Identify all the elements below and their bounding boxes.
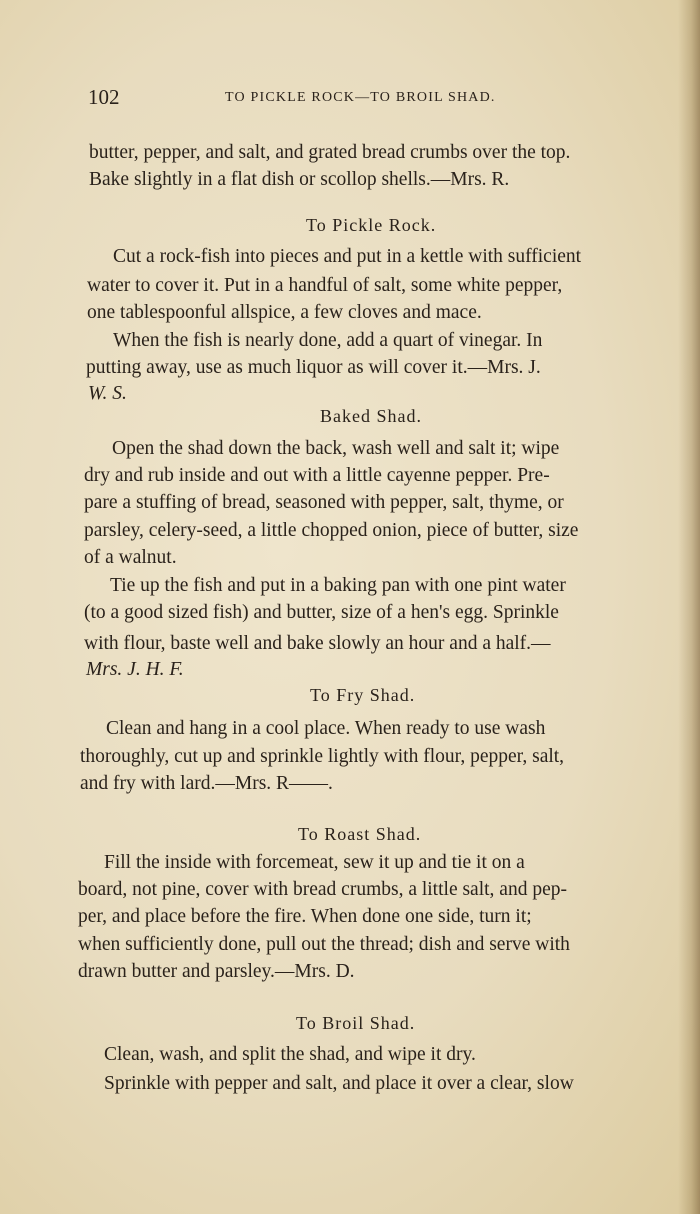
text-line: Bake slightly in a flat dish or scollop shells.—Mrs. R. — [89, 169, 510, 190]
section-heading: To Pickle Rock. — [306, 215, 437, 235]
text-line: Tie up the fish and put in a baking pan with one pint water — [110, 575, 566, 596]
text-line: When the fish is nearly done, add a quart of vinegar. In — [113, 330, 543, 351]
text-line: (to a good sized fish) and butter, size of a hen's egg. Sprinkle — [84, 602, 559, 623]
text-line: Cut a rock-fish into pieces and put in a kettle with sufficient — [113, 246, 582, 267]
section-heading: Baked Shad. — [320, 406, 422, 426]
text-line: Sprinkle with pepper and salt, and place it over a clear, slow — [104, 1073, 574, 1094]
text-line: putting away, use as much liquor as will cover it.—Mrs. J. — [86, 357, 541, 378]
signature-line: W. S. — [88, 383, 127, 404]
running-title: TO PICKLE ROCK—TO BROIL SHAD. — [225, 90, 496, 105]
text-line: dry and rub inside and out with a little cayenne pepper. Pre- — [84, 465, 550, 486]
section-heading: To Fry Shad. — [310, 685, 416, 705]
text-line: one tablespoonful allspice, a few cloves and mace. — [87, 302, 482, 323]
text-line: of a walnut. — [84, 547, 177, 568]
section-heading: To Roast Shad. — [298, 824, 422, 844]
text-line: drawn butter and parsley.—Mrs. D. — [78, 961, 355, 982]
text-line: and fry with lard.—Mrs. R——. — [80, 773, 333, 794]
page-number: 102 — [88, 85, 120, 109]
text-line: with flour, baste well and bake slowly an hour and a half.— — [84, 633, 551, 654]
section-heading: To Broil Shad. — [296, 1013, 416, 1033]
text-line: parsley, celery-seed, a little chopped onion, piece of butter, size — [84, 520, 579, 541]
text-line: Clean, wash, and split the shad, and wipe it dry. — [104, 1044, 476, 1065]
text-line: board, not pine, cover with bread crumbs, a little salt, and pep- — [78, 879, 567, 900]
text-line: Clean and hang in a cool place. When ready to use wash — [106, 718, 546, 739]
text-line: per, and place before the fire. When done one side, turn it; — [78, 906, 532, 927]
text-line: butter, pepper, and salt, and grated bread crumbs over the top. — [89, 142, 571, 163]
text-line: pare a stuffing of bread, seasoned with pepper, salt, thyme, or — [84, 492, 564, 513]
text-line: thoroughly, cut up and sprinkle lightly with flour, pepper, salt, — [80, 746, 565, 767]
text-line: Open the shad down the back, wash well and salt it; wipe — [112, 438, 560, 459]
page-edge-shadow — [678, 0, 700, 1214]
text-line: when sufficiently done, pull out the thread; dish and serve with — [78, 934, 570, 955]
text-line: Fill the inside with forcemeat, sew it up and tie it on a — [104, 852, 525, 873]
signature-line: Mrs. J. H. F. — [86, 659, 184, 680]
text-line: water to cover it. Put in a handful of salt, some white pepper, — [87, 275, 563, 296]
